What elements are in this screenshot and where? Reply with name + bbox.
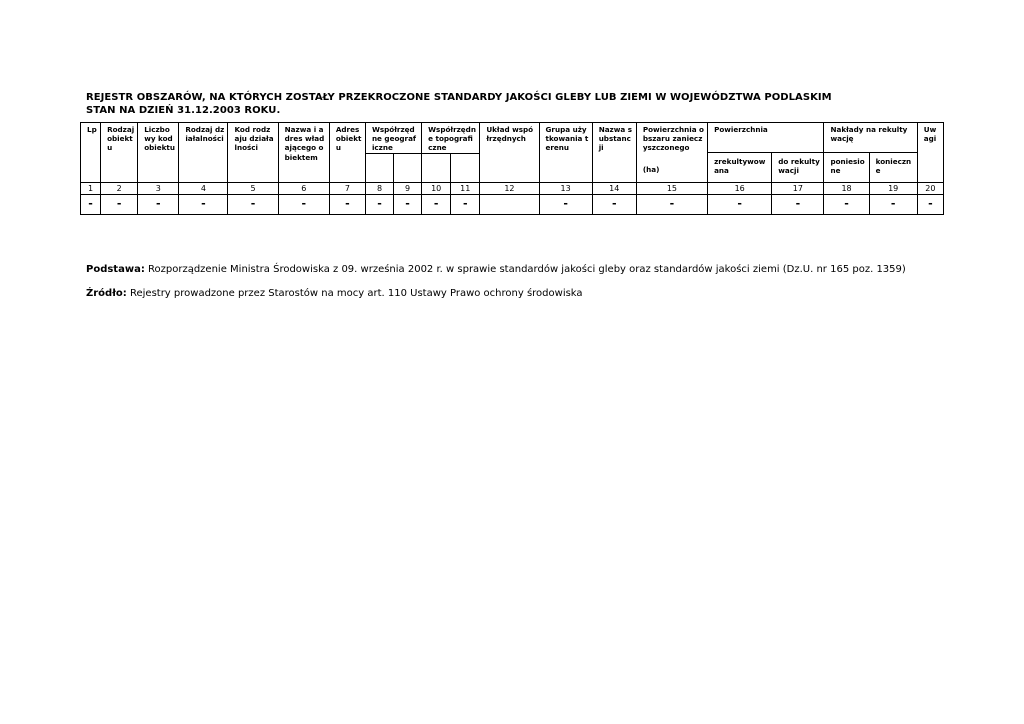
header-adres-obiektu: Adres obiektu — [329, 123, 365, 183]
podstawa-text: Rozporządzenie Ministra Środowiska z 09. września 2002 r. w sprawie standardów jakości gleby oraz standardów jakości ziemi (Dz.U. nr 165 poz. 1359) — [148, 264, 906, 275]
column-number: 1 — [81, 182, 101, 194]
header-naklady: Nakłady na rekultywację — [824, 123, 917, 153]
column-number: 2 — [101, 182, 138, 194]
table-cell: - — [917, 194, 943, 214]
zrodlo-note — [86, 287, 583, 300]
table-cell: - — [101, 194, 138, 214]
podstawa-label: Podstawa: — [86, 264, 145, 275]
table-cell — [480, 194, 539, 214]
table-cell: - — [772, 194, 824, 214]
column-number: 4 — [179, 182, 228, 194]
column-number: 7 — [329, 182, 365, 194]
header-powierzchnia-zanieczyszczona-label: Powierzchnia obszaru zanieczyszczonego — [642, 125, 704, 153]
register-table — [80, 122, 944, 215]
header-liczbowy-kod: Liczbowy kod obiektu — [138, 123, 179, 183]
column-number: 8 — [365, 182, 393, 194]
table-cell: - — [592, 194, 636, 214]
header-unit-ha: (ha) — [642, 164, 660, 174]
column-number: 14 — [592, 182, 636, 194]
header-konieczne: konieczne — [869, 153, 917, 183]
table-cell: - — [394, 194, 422, 214]
header-nazwa-substancji: Nazwa substancji — [592, 123, 636, 183]
zrodlo-text: Rejestry prowadzone przez Starostów na mocy art. 110 Ustawy Prawo ochrony środowiska — [129, 288, 583, 299]
table-cell: - — [539, 194, 592, 214]
header-powierzchnia-zanieczyszczona — [636, 123, 707, 183]
header-row — [81, 123, 944, 153]
header-do-rekultywacji: do rekultywacji — [772, 153, 824, 183]
table-cell: - — [869, 194, 917, 214]
header-uklad: Układ współrzędnych — [480, 123, 539, 183]
column-number: 3 — [138, 182, 179, 194]
column-number: 10 — [422, 182, 451, 194]
table-cell: - — [179, 194, 228, 214]
column-number: 9 — [394, 182, 422, 194]
header-rodzaj-dzialalnosci: Rodzaj działalności — [179, 123, 228, 183]
table-cell: - — [81, 194, 101, 214]
column-number: 5 — [228, 182, 278, 194]
table-cell: - — [228, 194, 278, 214]
header-zrekultywowana: zrekultywowana — [708, 153, 772, 183]
header-topo-sub-2 — [451, 153, 480, 182]
header-powierzchnia: Powierzchnia — [708, 123, 824, 153]
column-number: 19 — [869, 182, 917, 194]
table-cell: - — [422, 194, 451, 214]
column-number: 6 — [278, 182, 329, 194]
header-uwagi: Uwagi — [917, 123, 943, 183]
header-geo-sub-2 — [394, 153, 422, 182]
column-number: 16 — [708, 182, 772, 194]
column-number: 18 — [824, 182, 869, 194]
table-cell: - — [278, 194, 329, 214]
header-geo-sub-1 — [365, 153, 393, 182]
title-line-2: STAN NA DZIEŃ 31.12.2003 ROKU. — [86, 105, 281, 116]
title-line-1: REJESTR OBSZARÓW, NA KTÓRYCH ZOSTAŁY PRZEKROCZONE STANDARDY JAKOŚCI GLEBY LUB ZIEMI W WOJEWÓDZTWA PODLASKIM — [86, 92, 832, 103]
table-row — [81, 194, 944, 214]
column-number-row — [81, 182, 944, 194]
header-nazwa-adres: Nazwa i adres władającego obiektem — [278, 123, 329, 183]
column-number: 12 — [480, 182, 539, 194]
column-number: 17 — [772, 182, 824, 194]
header-wsp-geograficzne: Współrzędne geograficzne — [365, 123, 421, 154]
column-number: 11 — [451, 182, 480, 194]
table-cell: - — [636, 194, 707, 214]
header-kod-rodzaju: Kod rodzaju działalności — [228, 123, 278, 183]
header-wsp-topograficzne: Współrzędne topograficzne — [422, 123, 480, 154]
header-rodzaj-obiektu: Rodzaj obiektu — [101, 123, 138, 183]
column-number: 20 — [917, 182, 943, 194]
table-cell: - — [365, 194, 393, 214]
header-poniesione: poniesione — [824, 153, 869, 183]
table-cell: - — [451, 194, 480, 214]
zrodlo-label: Źródło: — [86, 288, 127, 299]
header-grupa: Grupa użytkowania terenu — [539, 123, 592, 183]
table-cell: - — [329, 194, 365, 214]
column-number: 13 — [539, 182, 592, 194]
document-title — [86, 91, 966, 117]
table-cell: - — [708, 194, 772, 214]
table-cell: - — [138, 194, 179, 214]
header-lp: Lp — [81, 123, 101, 183]
podstawa-note — [86, 263, 906, 276]
header-topo-sub-1 — [422, 153, 451, 182]
table-cell: - — [824, 194, 869, 214]
column-number: 15 — [636, 182, 707, 194]
